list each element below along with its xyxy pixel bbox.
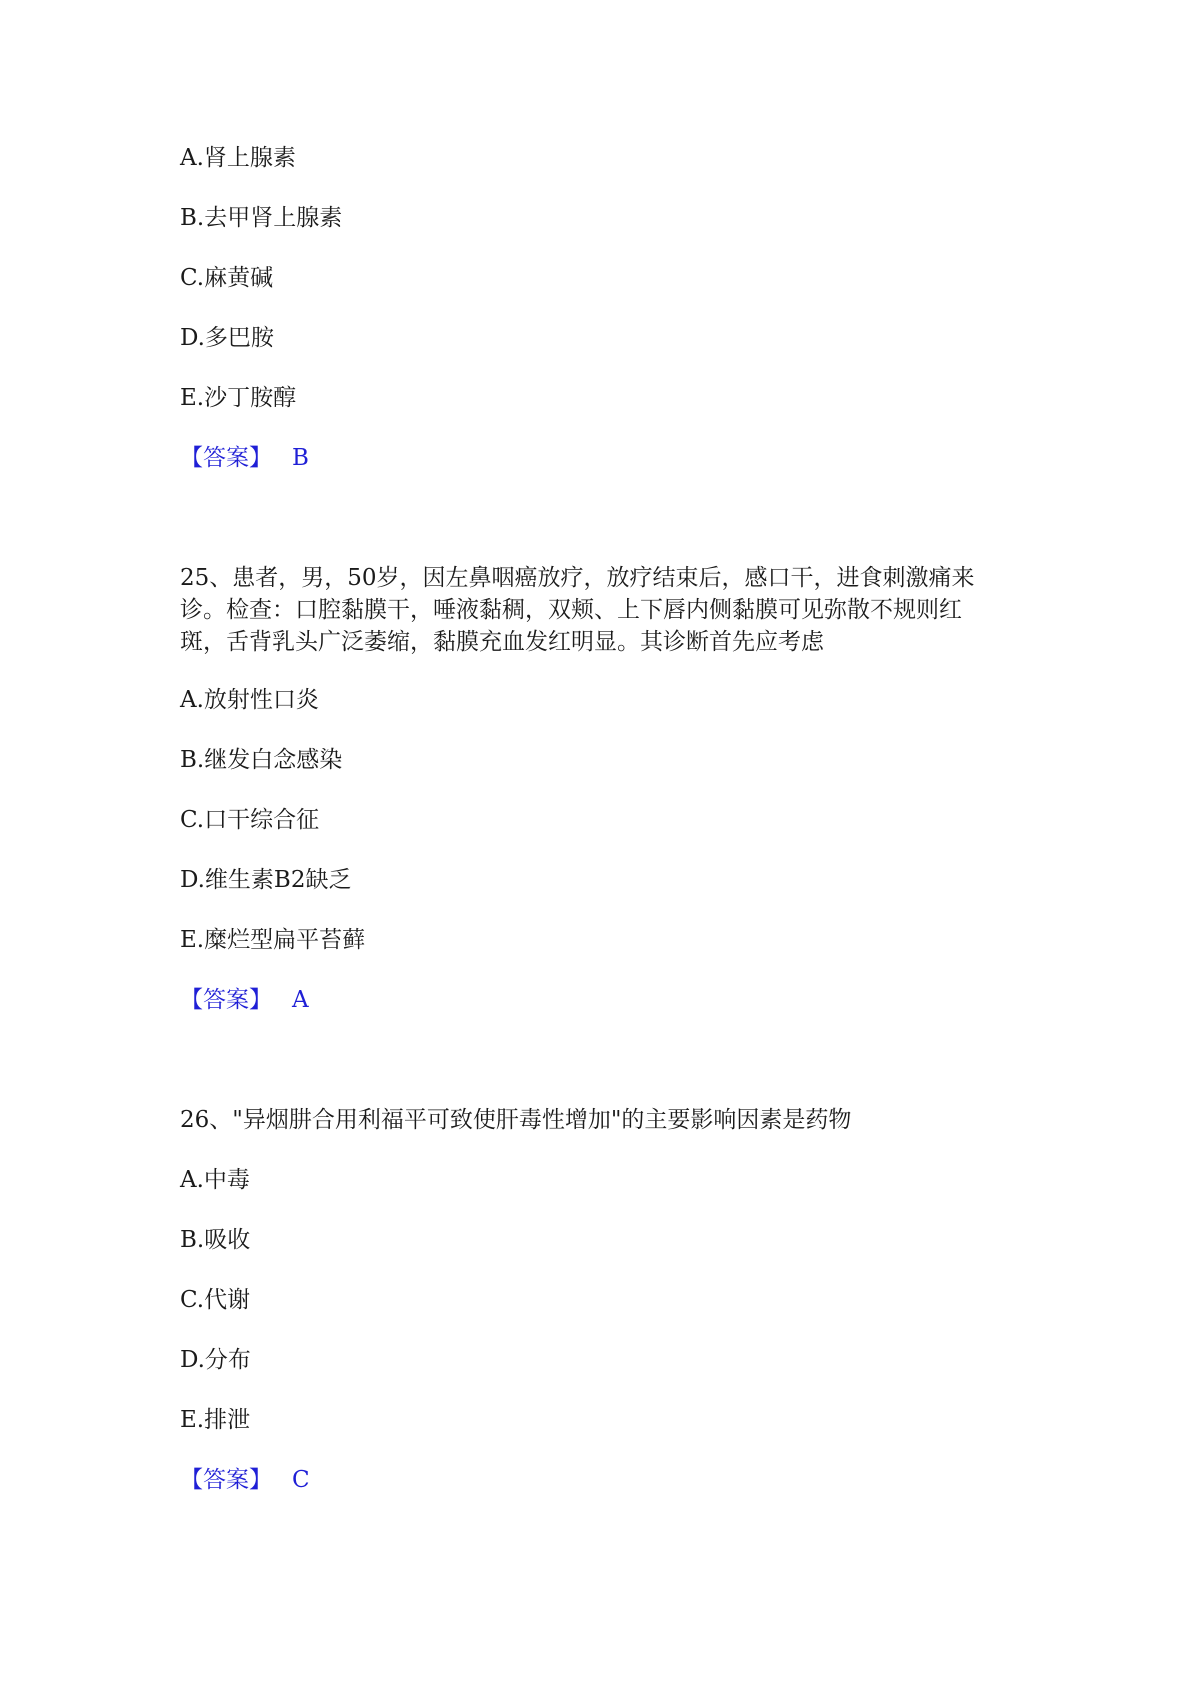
q25-answer [180,984,309,1016]
q25-option-a: A.放射性口炎 [180,687,319,713]
q24-answer-value: B [292,445,309,471]
q25-stem-line-3: 斑，舌背乳头广泛萎缩，黏膜充血发红明显。其诊断首先应考虑 [180,629,824,655]
q26-option-d: D.分布 [180,1347,251,1373]
q26-answer-value: C [292,1467,310,1493]
q26-answer-label: 【答案】 [180,1467,272,1493]
q25-option-c: C.口干综合征 [180,807,320,833]
q24-option-d: D.多巴胺 [180,325,274,351]
q25-stem-line-2: 诊。检查：口腔黏膜干，唾液黏稠，双颊、上下唇内侧黏膜可见弥散不规则红 [180,597,962,623]
q26-answer [180,1464,310,1496]
q25-option-e: E.糜烂型扁平苔藓 [180,927,366,953]
q26-option-a: A.中毒 [180,1167,250,1193]
q24-option-c: C.麻黄碱 [180,265,274,291]
q24-option-e: E.沙丁胺醇 [180,385,297,411]
q24-answer [180,442,309,474]
q25-answer-label: 【答案】 [180,987,272,1013]
q24-option-a: A.肾上腺素 [180,145,296,171]
q24-option-b: B.去甲肾上腺素 [180,205,343,231]
q26-option-b: B.吸收 [180,1227,251,1253]
q25-option-b: B.继发白念感染 [180,747,343,773]
q26-stem: 26、"异烟肼合用利福平可致使肝毒性增加"的主要影响因素是药物 [180,1107,852,1133]
q24-answer-label: 【答案】 [180,445,272,471]
q26-option-e: E.排泄 [180,1407,251,1433]
q25-answer-value: A [292,987,309,1013]
q26-option-c: C.代谢 [180,1287,251,1313]
q25-option-d: D.维生素B2缺乏 [180,867,352,893]
q25-stem-line-1: 25、患者，男，50岁，因左鼻咽癌放疗，放疗结束后，感口干，进食刺激痛来 [180,565,975,591]
